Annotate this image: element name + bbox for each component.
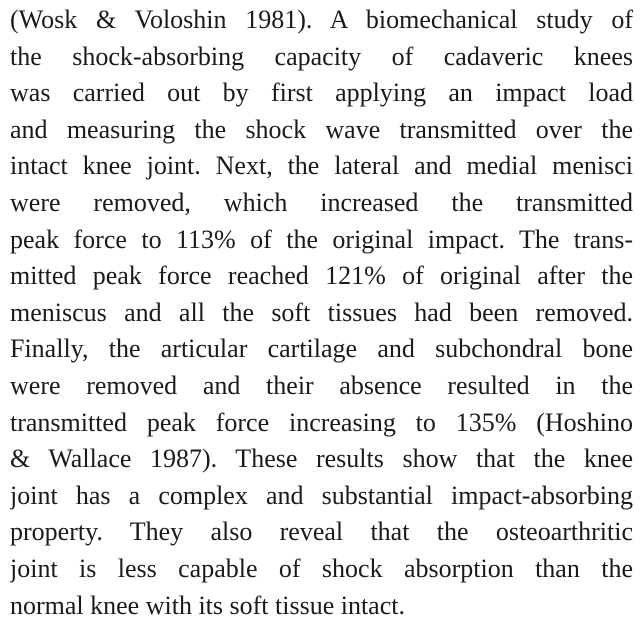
paragraph-line: & Wallace 1987). These results show that the knee bbox=[10, 441, 633, 478]
paragraph-line: joint has a complex and substantial impact-absorbing bbox=[10, 478, 633, 515]
paragraph-line: were removed, which increased the transmitted bbox=[10, 185, 633, 222]
paragraph-line: transmitted peak force increasing to 135% (Hoshino bbox=[10, 405, 633, 442]
paragraph-line: joint is less capable of shock absorption than the bbox=[10, 551, 633, 588]
paragraph-line: peak force to 113% of the original impact. The trans- bbox=[10, 222, 633, 259]
paragraph-line: were removed and their absence resulted in the bbox=[10, 368, 633, 405]
paragraph-line: meniscus and all the soft tissues had been removed. bbox=[10, 295, 633, 332]
paragraph-line: property. They also reveal that the osteoarthritic bbox=[10, 514, 633, 551]
paragraph-line: intact knee joint. Next, the lateral and medial menisci bbox=[10, 148, 633, 185]
paragraph-line: mitted peak force reached 121% of original after the bbox=[10, 258, 633, 295]
paragraph-line: (Wosk & Voloshin 1981). A biomechanical study of bbox=[10, 2, 633, 39]
paragraph-line: normal knee with its soft tissue intact. bbox=[10, 588, 633, 624]
text-paragraph bbox=[10, 2, 633, 624]
paragraph-line: the shock-absorbing capacity of cadaveric knees bbox=[10, 39, 633, 76]
paragraph-line: was carried out by first applying an impact load bbox=[10, 75, 633, 112]
paragraph-line: Finally, the articular cartilage and subchondral bone bbox=[10, 331, 633, 368]
paragraph-line: and measuring the shock wave transmitted over the bbox=[10, 112, 633, 149]
